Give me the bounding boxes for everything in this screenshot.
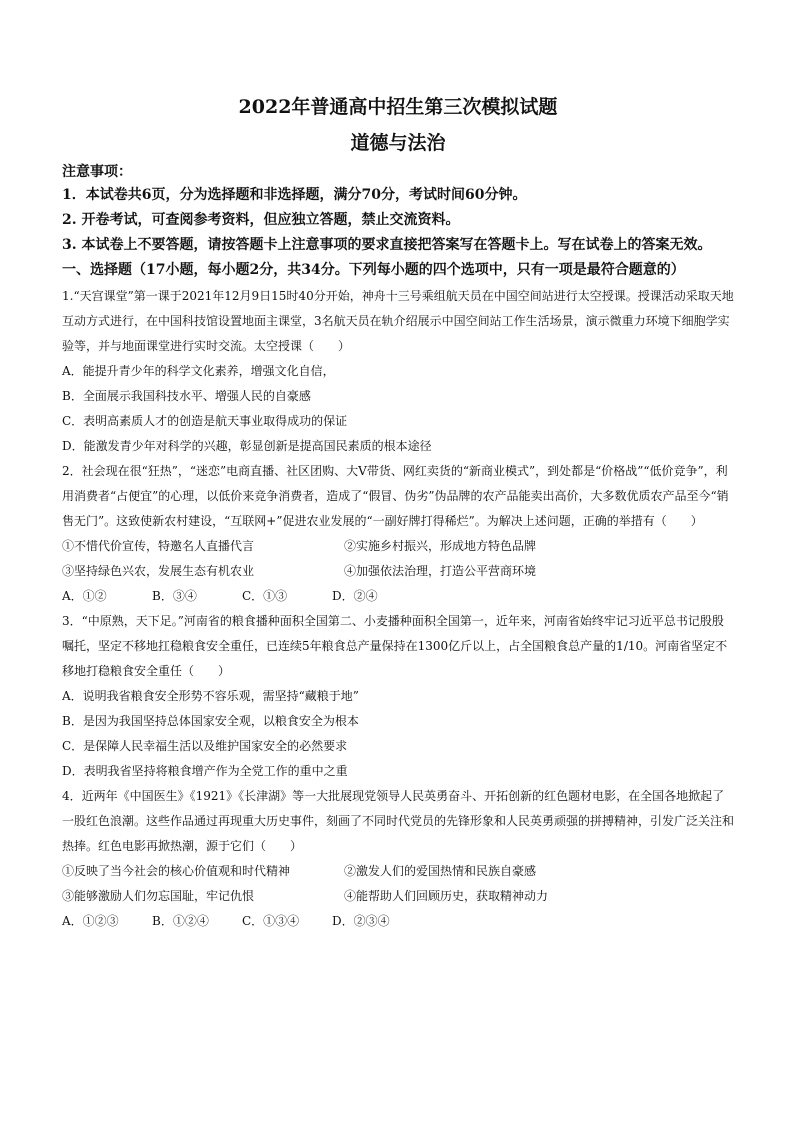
note-item: 1．本试卷共6页，分为选择题和非选择题，满分70分，考试时间60分钟。 [62,187,527,203]
statement-item: ④加强依法治理，打造公平营商环境 [344,564,537,578]
choice-b: B．①②④ [152,914,209,928]
question-3-option-d: D．表明我省坚持将粮食增产作为全党工作的重中之重 [62,764,348,778]
subject-title: 道德与法治 [350,132,446,154]
question-3-stem: 3．“中原熟，天下足。”河南省的粮食播种面积全国第二、小麦播种面积全国第一，近年来，河南省始终牢记习近平总书记殷殷嘱托，坚定不移地扛稳粮食安全重任，已连续5年粮食总产量保持在1300亿斤以上，占全国粮食总产量的1/10。河南省坚定不移地打稳粮食安全重任（ ） [62,614,728,678]
choice-c: C．①③ [242,589,288,603]
choice-c: C．①③④ [242,914,300,928]
question-1-stem: 1.“天宫课堂”第一课于2021年12月9日15时40分开始，神舟十三号乘组航天员在中国空间站进行太空授课。授课活动采取天地互动方式进行，在中国科技馆设置地面主课堂，3名航天员在轨介绍展示中国空间站工作生活场景，演示微重力环境下细胞学实验等，并与地面课堂进行实时交流。太空授课（ ） [62,289,734,353]
notes-heading: 注意事项： [62,164,132,180]
question-3-option-a: A．说明我省粮食安全形势不容乐观，需坚持“藏粮于地” [62,689,359,703]
choice-d: D．②③④ [332,914,390,928]
statement-item: ③坚持绿色兴农，发展生态有机农业 [62,564,255,578]
note-item: 3. 本试卷上不要答题，请按答题卡上注意事项的要求直接把答案写在答题卡上。写在试卷上的答案无效。 [62,237,712,253]
question-1-option-b: B．全面展示我国科技水平、增强人民的自豪感 [62,389,311,403]
choice-a: A．①②③ [62,914,119,928]
question-4-statements [62,859,734,909]
choice-a: A．①② [62,589,107,603]
question-1-option-c: C．表明高素质人才的创造是航天事业取得成功的保证 [62,414,348,428]
statement-item: ①不惜代价宣传，特邀名人直播代言 [62,539,255,553]
note-item: 2. 开卷考试，可查阅参考资料，但应独立答题，禁止交流资料。 [62,212,460,228]
question-2-choices [62,584,734,609]
choice-b: B．③④ [152,589,197,603]
statement-item: ②实施乡村振兴，形成地方特色品牌 [344,539,537,553]
question-3-option-b: B．是因为我国坚持总体国家安全观，以粮食安全为根本 [62,714,359,728]
question-3-option-c: C．是保障人民幸福生活以及维护国家安全的必然要求 [62,739,348,753]
section-heading: 一、选择题（17小题，每小题2分，共34分。下列每小题的四个选项中，只有一项是最符合题意的） [62,262,685,278]
statement-item: ①反映了当今社会的核心价值观和时代精神 [62,864,291,878]
question-2-stem: 2．社会现在很“狂热”，“迷恋”电商直播、社区团购、大V带货、网红卖货的“新商业模式”，到处都是“价格战”“低价竞争”，利用消费者“占便宜”的心理，以低价来竞争消费者，造成了“假冒、伪劣”伪品牌的农产品能卖出高价，大多数优质农产品至今“销售无门”。这致使新农村建设，“互联网+”促进农业发展的“一副好牌打得稀烂”。为解决上述问题，正确的举措有（ ） [62,464,729,528]
statement-item: ③能够激励人们勿忘国耻，牢记仇恨 [62,889,255,903]
question-1-option-a: A．能提升青少年的科学文化素养，增强文化自信， [62,364,335,378]
question-4-stem: 4．近两年《中国医生》《1921》《长津湖》等一大批展现党领导人民英勇奋斗、开拓创新的红色题材电影，在全国各地掀起了一股红色浪潮。这些作品通过再现重大历史事件，刻画了不同时代党员的先锋形象和人民英勇顽强的拼搏精神，引发广泛关注和热捧。红色电影再掀热潮，源于它们（ ） [62,789,735,853]
statement-item: ④能帮助人们回顾历史，获取精神动力 [344,889,549,903]
question-1-option-d: D．能激发青少年对科学的兴趣，彰显创新是提高国民素质的根本途径 [62,439,432,453]
exam-page [62,94,734,934]
question-4-choices [62,909,734,934]
exam-title: 2022年普通高中招生第三次模拟试题 [238,96,558,118]
statement-item: ②激发人们的爱国热情和民族自豪感 [344,864,537,878]
question-2-statements [62,534,734,584]
choice-d: D．②④ [332,589,378,603]
